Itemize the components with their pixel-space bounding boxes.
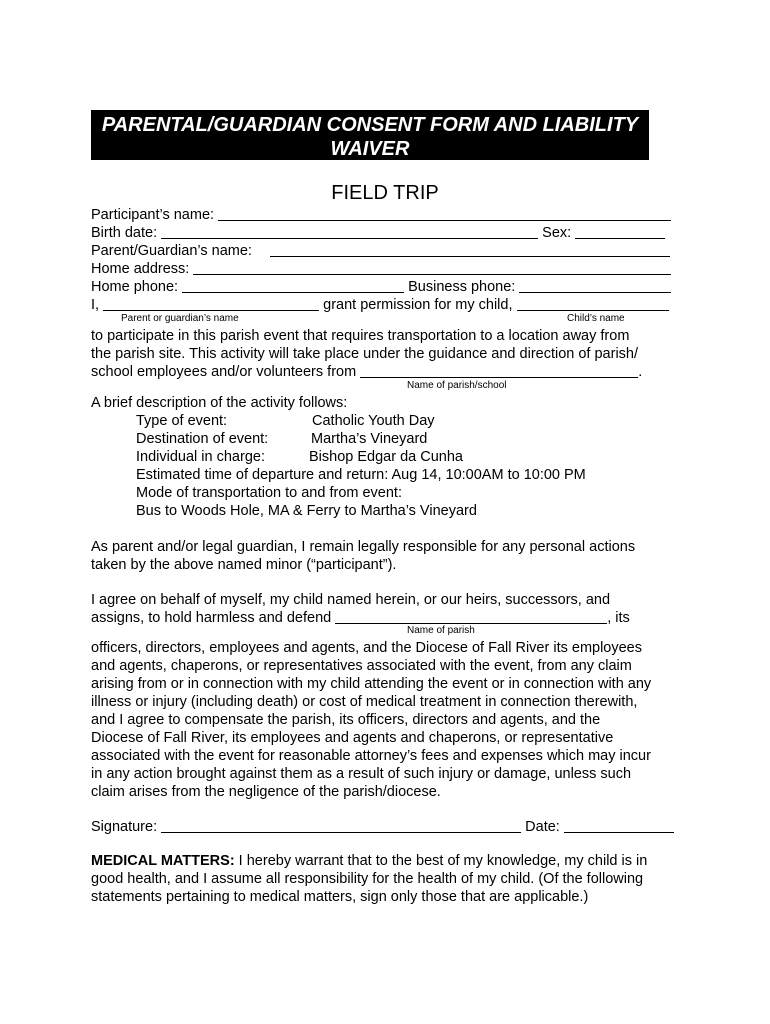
agreement-body-line: officers, directors, employees and agents, and the Diocese of Fall River its employees — [91, 640, 642, 656]
form-subtitle: FIELD TRIP — [331, 182, 439, 204]
home-phone-field[interactable] — [182, 278, 404, 293]
home-phone-label: Home phone: — [91, 279, 179, 295]
signature-label: Signature: — [91, 819, 158, 835]
signature-row — [91, 818, 674, 836]
responsibility-line-1: As parent and/or legal guardian, I remain legally responsible for any personal actions — [91, 539, 636, 555]
birth-date-row — [91, 224, 665, 242]
parish-school-field[interactable] — [360, 363, 638, 378]
home-address-field[interactable] — [193, 260, 671, 275]
agreement-body-line: Diocese of Fall River, its employees and agents and chaperons, or representative — [91, 730, 614, 746]
business-phone-label: Business phone: — [408, 279, 516, 295]
caption-parish-school: Name of parish/school — [407, 380, 507, 391]
parent-name-field[interactable] — [270, 242, 670, 257]
form-title-line-1: PARENTAL/GUARDIAN CONSENT FORM AND LIABILITY — [101, 114, 639, 136]
agreement-body-line: and agents, chaperons, or representatives associated with the event, from any claim — [91, 658, 632, 674]
responsibility-paragraph — [91, 538, 691, 574]
agreement-line-2-end: , its — [607, 610, 630, 626]
form-title-banner — [91, 110, 649, 160]
responsibility-line-2: taken by the above named minor (“participant”). — [91, 557, 397, 573]
medical-matters-paragraph — [91, 852, 711, 906]
medical-line-3: statements pertaining to medical matters, sign only those that are applicable.) — [91, 889, 589, 905]
parent-name-row — [91, 242, 670, 260]
activity-intro: A brief description of the activity follows: — [91, 395, 348, 411]
agreement-body-line: and I agree to compensate the parish, its officers, directors and agents, and the — [91, 712, 601, 728]
destination-label: Destination of event: — [136, 431, 269, 447]
agreement-body-line: in any action brought against them as a result of such injury or damage, unless such — [91, 766, 632, 782]
caption-child-name: Child’s name — [567, 313, 625, 324]
date-label: Date: — [525, 819, 560, 835]
agreement-line-2-text: assigns, to hold harmless and defend — [91, 610, 332, 626]
child-name-field[interactable] — [517, 296, 669, 311]
departure-return-time: Estimated time of departure and return: Aug 14, 10:00AM to 10:00 PM — [136, 467, 586, 483]
agreement-line-2 — [91, 609, 691, 627]
medical-matters-heading: MEDICAL MATTERS: — [91, 853, 235, 869]
destination-value: Martha’s Vineyard — [311, 431, 428, 447]
agreement-body-line: associated with the event for reasonable attorney’s fees and expenses which may incur — [91, 748, 651, 764]
agreement-line-1: I agree on behalf of myself, my child named herein, or our heirs, successors, and — [91, 592, 611, 608]
signature-field[interactable] — [161, 818, 521, 833]
parish-name-field[interactable] — [335, 609, 607, 624]
home-address-label: Home address: — [91, 261, 190, 277]
transportation-mode-label: Mode of transportation to and from event: — [136, 485, 402, 501]
participation-line-3-end: . — [638, 364, 643, 380]
medical-line-1-text: I hereby warrant that to the best of my knowledge, my child is in — [234, 853, 648, 869]
type-of-event-label: Type of event: — [136, 413, 228, 429]
transportation-mode-value: Bus to Woods Hole, MA & Ferry to Martha’s Vineyard — [136, 503, 477, 519]
form-title-line-2: WAIVER — [330, 138, 410, 160]
medical-line-1 — [91, 852, 711, 870]
participation-paragraph — [91, 327, 691, 381]
birth-date-field[interactable] — [161, 224, 538, 239]
participation-line-3 — [91, 363, 691, 381]
business-phone-field[interactable] — [519, 278, 671, 293]
participation-line-2: the parish site. This activity will take place under the guidance and direction of parish/ — [91, 346, 639, 362]
medical-line-2: good health, and I assume all responsibility for the health of my child. (Of the following — [91, 871, 644, 887]
birth-date-label: Birth date: — [91, 225, 158, 241]
participant-name-label: Participant’s name: — [91, 207, 215, 223]
home-address-row — [91, 260, 671, 278]
agreement-body-line: arising from or in connection with my child attending the event or in connection with any — [91, 676, 652, 692]
parent-guardian-name-field[interactable] — [103, 296, 319, 311]
participant-name-field[interactable] — [218, 206, 671, 221]
parent-name-label: Parent/Guardian’s name: — [91, 243, 252, 259]
individual-in-charge-value: Bishop Edgar da Cunha — [309, 449, 463, 465]
i-label: I, — [91, 297, 100, 313]
agreement-paragraph-start — [91, 591, 691, 627]
date-field[interactable] — [564, 818, 674, 833]
participation-line-3-text: school employees and/or volunteers from — [91, 364, 357, 380]
caption-parent-name: Parent or guardian’s name — [121, 313, 239, 324]
caption-parish-name: Name of parish — [407, 625, 475, 636]
agreement-body-line: claim arises from the negligence of the parish/diocese. — [91, 784, 441, 800]
grant-permission-text: grant permission for my child, — [323, 297, 513, 313]
participation-line-1: to participate in this parish event that requires transportation to a location away from — [91, 328, 630, 344]
sex-label: Sex: — [542, 225, 572, 241]
sex-field[interactable] — [575, 224, 665, 239]
type-of-event-value: Catholic Youth Day — [312, 413, 435, 429]
agreement-paragraph-body — [91, 639, 691, 801]
participant-name-row — [91, 206, 671, 224]
permission-row — [91, 296, 669, 314]
agreement-body-line: illness or injury (including death) or cost of medical treatment in connection therewith, — [91, 694, 638, 710]
individual-in-charge-label: Individual in charge: — [136, 449, 265, 465]
phone-row — [91, 278, 671, 296]
